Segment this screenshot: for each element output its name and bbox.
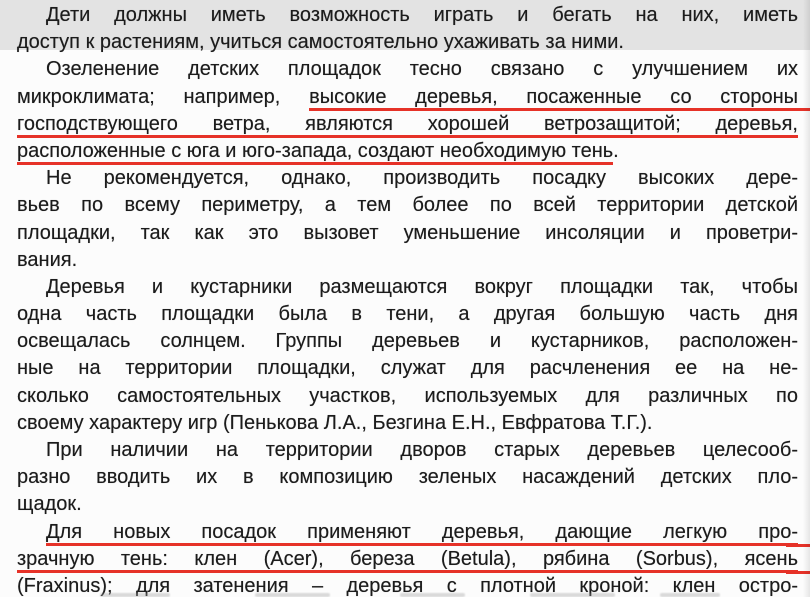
text-segment: (Fraxinus); — [17, 574, 136, 597]
cut-off-next-line-fragment — [100, 593, 170, 597]
text-segment: доступ к растениям, учиться самостоятельно ухаживать за ними. — [17, 31, 624, 54]
text-segment: микроклимата; например, — [17, 85, 310, 108]
text-line — [17, 84, 798, 111]
cut-off-next-line-fragment — [530, 593, 615, 597]
text-segment: ные на территории площадки, служат для расчленения ее на не- — [17, 357, 798, 380]
cut-off-next-line-fragment — [660, 593, 720, 597]
text-line — [17, 220, 798, 247]
text-line — [17, 56, 798, 83]
text-segment: вьев по всему периметру, а тем более по всей территории детской — [17, 194, 798, 217]
underlined-text-segment: для затенения – деревья с плотной кроной: клен остро- — [136, 575, 798, 597]
text-line — [17, 301, 798, 328]
text-line — [17, 491, 798, 518]
underlined-text-segment: зрачную тень: клен (Acer), береза (Betula), рябина (Sorbus), ясень — [17, 548, 798, 573]
text-line — [17, 274, 798, 301]
text-segment: сколько самостоятельных участков, используемых для различных по — [17, 384, 798, 407]
text-segment: щадок. — [17, 493, 82, 516]
text-segment: своему характеру игр (Пенькова Л.А., Безгина Е.Н., Евфратова Т.Г.). — [17, 411, 653, 434]
text-line — [17, 437, 798, 464]
cut-off-next-line-fragment — [400, 593, 465, 597]
text-line — [17, 165, 798, 192]
cut-off-next-line-fragment — [255, 593, 330, 597]
text-segment: освещалась солнцем. Группы деревьев и кустарников, расположен- — [17, 330, 798, 353]
underlined-text-segment: высокие деревья, посаженные со стороны — [309, 86, 798, 111]
text-line — [17, 247, 798, 274]
text-line — [17, 355, 798, 382]
text-line — [17, 29, 798, 56]
underlined-text-segment: господствующего ветра, являются хорошей ветрозащитой; деревья, — [17, 113, 798, 138]
text-segment: . — [613, 139, 619, 162]
text-segment: Дети должны иметь возможность играть и бегать на них, иметь — [46, 4, 798, 26]
text-line — [17, 328, 798, 355]
text-segment: площадки, так как это вызовет уменьшение инсоляции и проветри- — [17, 221, 798, 244]
text-segment: Не рекомендуется, однако, производить посадку высоких дере- — [46, 167, 798, 190]
text-line — [17, 383, 798, 410]
text-line — [17, 464, 798, 491]
text-segment: Озеленение детских площадок тесно связано с улучшением их — [46, 58, 798, 81]
text-segment: разно вводить их в композицию зеленых насаждений детских пло- — [17, 466, 798, 489]
underlined-text-segment: Для новых посадок применяют деревья, дающие легкую про- — [46, 521, 798, 546]
text-line — [17, 410, 798, 437]
text-line — [17, 519, 798, 546]
text-segment: Деревья и кустарники размещаются вокруг площадки так, чтобы — [46, 275, 798, 298]
scan-edge-shadow — [803, 0, 810, 597]
text-line — [17, 138, 798, 165]
text-segment: вания. — [17, 248, 78, 271]
text-line — [17, 111, 798, 138]
text-segment: При наличии на территории дворов старых деревьев целесооб- — [46, 439, 798, 461]
text-line — [17, 546, 798, 573]
text-segment: одна часть площадки была в тени, а другая большую часть дня — [17, 303, 798, 326]
text-line — [17, 192, 798, 219]
text-line — [17, 2, 798, 29]
underlined-text-segment: расположенные с юга и юго-запада, создают необходимую тень — [17, 140, 613, 165]
